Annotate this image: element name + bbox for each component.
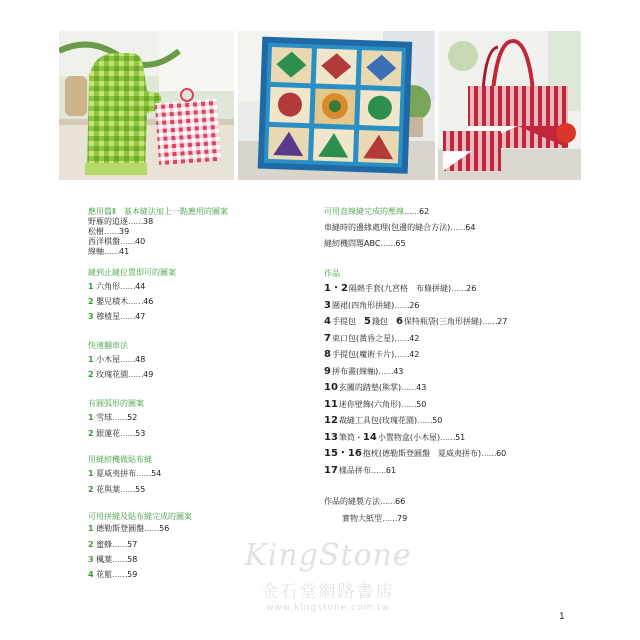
leader-dots: …… xyxy=(128,370,144,379)
section-piecing-applique xyxy=(88,512,308,580)
toc-entry[interactable] xyxy=(88,217,308,227)
entry-label: 圍裙(四角形拼縫) xyxy=(331,300,395,310)
section-straight-quilting xyxy=(324,207,584,249)
leader-dots: …… xyxy=(120,282,136,291)
entry-label: 縫紉機問題ABC xyxy=(324,239,381,248)
entry-number: 8 xyxy=(324,349,331,361)
entry-number: 15・16 xyxy=(324,448,362,460)
toc-entry[interactable] xyxy=(88,540,308,550)
entry-label: 花與葉 xyxy=(96,485,121,494)
entry-page: 26 xyxy=(466,284,477,294)
leader-dots: …… xyxy=(382,514,397,523)
section-title: 有圓弧形的圖案 xyxy=(88,399,144,408)
entry-number: 11 xyxy=(324,398,338,410)
leader-dots: …… xyxy=(136,469,152,478)
entry-page: 27 xyxy=(497,317,508,327)
toc-entry[interactable] xyxy=(88,237,308,247)
toc-entry[interactable] xyxy=(88,570,308,580)
leader-dots: …… xyxy=(417,416,433,426)
entry-label: 六角形 xyxy=(96,282,121,291)
entry-page: 40 xyxy=(135,237,146,246)
entry-label: 隔熱手套(九宮格 布條拼縫) xyxy=(348,284,452,294)
watermark-url: www.kingstone.com.tw xyxy=(265,603,391,613)
entry-number: 9 xyxy=(324,365,331,377)
entry-page: 41 xyxy=(119,247,130,256)
leader-dots: …… xyxy=(120,312,136,321)
toc-entry[interactable] xyxy=(324,298,584,315)
entry-page: 50 xyxy=(416,399,427,409)
entry-number: 2 xyxy=(88,429,94,438)
entry-label: 夏威夷拼布 xyxy=(96,469,137,478)
leader-dots: …… xyxy=(112,540,128,549)
entry-number: 1 xyxy=(88,355,94,364)
entry-number: 1 xyxy=(88,469,94,478)
leader-dots: …… xyxy=(440,432,456,442)
leader-dots: …… xyxy=(128,297,144,306)
toc-entry[interactable] xyxy=(88,355,308,365)
toc-entry[interactable] xyxy=(88,312,308,322)
entry-page: 58 xyxy=(127,555,138,564)
entry-number: 13 xyxy=(324,431,338,443)
entry-label: 樣品拼布 xyxy=(338,465,371,475)
entry-page: 62 xyxy=(419,207,430,216)
entry-label: 迷你壁飾(六角形) xyxy=(338,399,402,409)
entry-label: 穆楂星 xyxy=(96,312,121,321)
toc-entry[interactable] xyxy=(324,380,584,397)
leader-dots: …… xyxy=(370,465,386,475)
entry-page: 65 xyxy=(395,239,406,248)
leader-dots: …… xyxy=(120,237,135,246)
toc-entry[interactable] xyxy=(88,469,308,479)
leader-dots: …… xyxy=(112,413,128,422)
entry-page: 79 xyxy=(397,514,408,523)
leader-dots: …… xyxy=(482,317,498,327)
toc-entry[interactable] xyxy=(324,463,584,480)
entry-label: 拼布畫(線軸) xyxy=(331,366,379,376)
leader-dots: …… xyxy=(404,207,419,216)
leader-dots: …… xyxy=(120,355,136,364)
toc-entry[interactable] xyxy=(88,227,308,237)
section-curves xyxy=(88,399,308,439)
section-title: 應用篇Ⅱ 基本縫法加上一點應用的圖案 xyxy=(88,207,228,216)
entry-number: 17 xyxy=(324,464,338,476)
entry-label: 小木屋 xyxy=(96,355,121,364)
toc-entry[interactable] xyxy=(324,207,584,217)
toc-entry[interactable] xyxy=(324,347,584,364)
toc-entry[interactable] xyxy=(88,370,308,380)
leader-dots: …… xyxy=(104,247,119,256)
entry-label: 蜜蜂 xyxy=(96,540,113,549)
toc-entry[interactable] xyxy=(88,429,308,439)
toc-entry[interactable] xyxy=(324,331,584,348)
entry-number: 14 xyxy=(362,431,377,443)
leader-dots: …… xyxy=(128,217,143,226)
entry-label: 銀蓮花 xyxy=(96,429,121,438)
leader-dots: …… xyxy=(481,449,497,459)
entry-number: 12 xyxy=(324,415,338,427)
toc-entry[interactable] xyxy=(88,297,308,307)
entry-page: 43 xyxy=(416,383,427,393)
section-title: 縫到止縫位置即可的圖案 xyxy=(88,268,176,277)
entry-page: 39 xyxy=(119,227,130,236)
entry-number: 3 xyxy=(324,299,331,311)
entry-label: 楓葉 xyxy=(96,555,113,564)
toc-left-column xyxy=(88,207,308,580)
entry-number: 2 xyxy=(88,540,94,549)
photo-quilt xyxy=(238,31,435,180)
toc-entry[interactable] xyxy=(324,397,584,414)
toc-entry[interactable] xyxy=(88,247,308,257)
entry-page: 48 xyxy=(135,355,146,364)
entry-page: 54 xyxy=(151,469,162,478)
entry-number: 3 xyxy=(88,555,94,564)
entry-label: 玫瑰花園 xyxy=(96,370,129,379)
toc-entry[interactable] xyxy=(88,485,308,495)
leader-dots: …… xyxy=(401,383,417,393)
entry-page: 38 xyxy=(143,217,154,226)
entry-page: 50 xyxy=(432,416,443,426)
entry-page: 64 xyxy=(465,223,476,232)
entry-page: 51 xyxy=(455,432,466,442)
leader-dots: …… xyxy=(394,333,410,343)
entry-number: 1 xyxy=(88,524,94,533)
entry-page: 42 xyxy=(409,333,420,343)
entry-label: 抱枕(德勒斯登圓盤 夏威夷拼布) xyxy=(362,449,482,459)
photo-tote-bag xyxy=(438,31,581,180)
leader-dots: …… xyxy=(380,239,396,248)
section-title: 可用直線縫完成的壓線 xyxy=(324,207,404,216)
section-stop-position xyxy=(88,268,308,322)
entry-page: 52 xyxy=(127,413,138,422)
leader-dots: …… xyxy=(144,524,160,533)
entry-number: 1 xyxy=(88,413,94,422)
toc-entry[interactable] xyxy=(324,314,584,331)
leader-dots: …… xyxy=(394,350,410,360)
toc-entry[interactable] xyxy=(324,430,584,447)
section-title: 作品 xyxy=(324,269,340,278)
entry-page: 57 xyxy=(127,540,138,549)
entry-page: 42 xyxy=(409,350,420,360)
section-quick-turn xyxy=(88,341,308,380)
watermark-chinese: 金石堂網路書店 xyxy=(261,582,395,602)
entry-label: 作品的縫製方法 xyxy=(324,497,380,506)
entry-number: 10 xyxy=(324,382,338,394)
entry-label: 小置物盒(小木屋) xyxy=(377,432,441,442)
entry-label: 花籃 xyxy=(96,570,113,579)
entry-label: 松樹 xyxy=(88,227,104,236)
leader-dots: …… xyxy=(401,399,417,409)
entry-label: 玄關的踏墊(熊掌) xyxy=(338,383,402,393)
entry-number: 2 xyxy=(88,370,94,379)
section-title: 可用拼縫及貼布縫完成的圖案 xyxy=(88,512,192,521)
leader-dots: …… xyxy=(378,366,394,376)
entry-label: 線軸 xyxy=(88,247,104,256)
entry-number: 4 xyxy=(324,316,331,328)
leader-dots: …… xyxy=(450,223,466,232)
entry-number: 7 xyxy=(324,332,331,344)
section-making xyxy=(324,497,584,524)
leader-dots: …… xyxy=(120,429,136,438)
toc-entry[interactable] xyxy=(88,282,308,292)
toc-entry[interactable] xyxy=(324,514,584,524)
entry-label: 實物大紙型 xyxy=(342,514,382,523)
entry-page: 59 xyxy=(127,570,138,579)
leader-dots: …… xyxy=(112,555,128,564)
toc-entry[interactable] xyxy=(324,413,584,430)
watermark-logo: KingStone xyxy=(244,538,412,573)
entry-page: 43 xyxy=(393,366,404,376)
leader-dots: …… xyxy=(451,284,467,294)
entry-number: 6 xyxy=(395,316,403,328)
entry-page: 61 xyxy=(385,465,397,475)
entry-page: 56 xyxy=(159,524,170,533)
entry-page: 53 xyxy=(135,429,146,438)
entry-label: 手提包 xyxy=(331,317,364,327)
section-application xyxy=(88,207,308,257)
leader-dots: …… xyxy=(120,485,136,494)
entry-number: 2 xyxy=(88,297,94,306)
entry-page: 26 xyxy=(409,300,420,310)
entry-label: 野雁的追逐 xyxy=(88,217,128,226)
toc-entry[interactable] xyxy=(88,555,308,565)
toc-entry[interactable] xyxy=(324,497,584,507)
toc-entry[interactable] xyxy=(324,364,584,381)
toc-right-column xyxy=(324,207,584,524)
entry-label: 車縫時的邊緣處理(包邊的縫合方法) xyxy=(324,223,451,232)
entry-page: 66 xyxy=(395,497,406,506)
entry-page: 46 xyxy=(143,297,154,306)
page-number: 1 xyxy=(559,612,565,622)
entry-number: 4 xyxy=(88,570,94,579)
toc-entry[interactable] xyxy=(324,239,584,249)
section-title: 快速翻車法 xyxy=(88,341,128,350)
toc-entry[interactable] xyxy=(88,413,308,423)
section-title: 用縫紉機做貼布縫 xyxy=(88,455,152,464)
entry-label: 手提包(魔術卡片) xyxy=(331,350,395,360)
entry-page: 55 xyxy=(135,485,146,494)
toc-entry[interactable] xyxy=(324,281,584,298)
entry-number: 5 xyxy=(363,316,371,328)
photo-oven-mitt xyxy=(59,31,234,180)
entry-label: 保特瓶袋(三角形拼縫) xyxy=(403,317,483,327)
toc-entry[interactable] xyxy=(324,446,584,463)
entry-label: 錢包 xyxy=(371,317,396,327)
entry-number: 1 xyxy=(88,282,94,291)
entry-number: 3 xyxy=(88,312,94,321)
entry-page: 60 xyxy=(496,449,507,459)
entry-page: 47 xyxy=(135,312,146,321)
entry-label: 嬰兒積木 xyxy=(96,297,129,306)
entry-label: 德勒斯登圓盤 xyxy=(96,524,145,533)
section-machine-applique xyxy=(88,455,308,495)
entry-label: 裁縫工具包(玫瑰花園) xyxy=(338,416,418,426)
entry-number: 2 xyxy=(88,485,94,494)
toc-entry[interactable] xyxy=(88,524,308,534)
entry-label: 西洋棋盤 xyxy=(88,237,120,246)
entry-number: 1・2 xyxy=(324,283,348,295)
leader-dots: …… xyxy=(380,497,395,506)
entry-page: 44 xyxy=(135,282,146,291)
toc-entry[interactable] xyxy=(324,223,584,233)
entry-label: 雪球 xyxy=(96,413,113,422)
leader-dots: …… xyxy=(112,570,128,579)
leader-dots: …… xyxy=(394,300,410,310)
entry-label: 筆筒・ xyxy=(338,432,363,442)
entry-page: 49 xyxy=(143,370,154,379)
leader-dots: …… xyxy=(104,227,119,236)
section-works xyxy=(324,269,584,479)
entry-label: 束口包(黃昏之星) xyxy=(331,333,395,343)
